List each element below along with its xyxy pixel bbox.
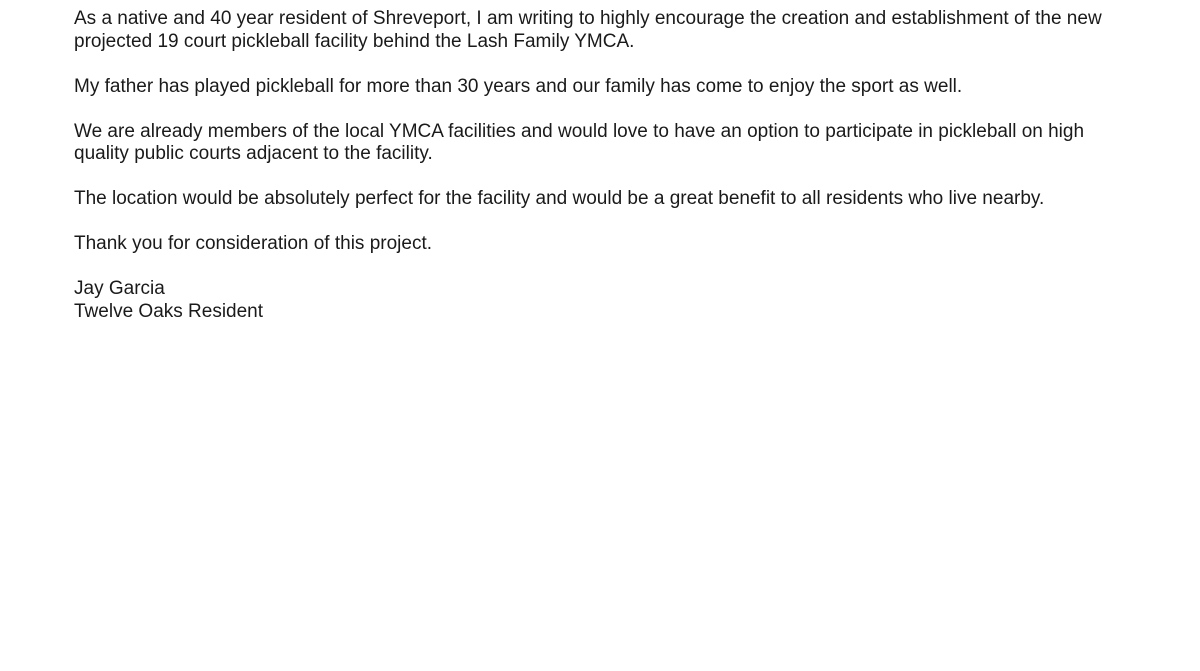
signature-name: Jay Garcia [74,278,165,300]
paragraph-thanks: Thank you for consideration of this project. [74,233,433,255]
letter-body [74,8,1134,323]
paragraph-family: My father has played pickleball for more than 30 years and our family has come to enjoy the sport as well. [74,75,963,97]
paragraph-intro: As a native and 40 year resident of Shreveport, I am writing to highly encourage the creation and establishment of the new projected 19 court pickleball facility behind the Lash Family YMCA. [74,8,1102,52]
paragraph-location: The location would be absolutely perfect for the facility and would be a great benefit to all residents who live nearby. [74,188,1045,210]
signature-title: Twelve Oaks Resident [74,300,264,322]
paragraph-membership: We are already members of the local YMCA facilities and would love to have an option to participate in pickleball on high quality public courts adjacent to the facility. [74,120,1085,165]
signature-block [74,278,1134,323]
